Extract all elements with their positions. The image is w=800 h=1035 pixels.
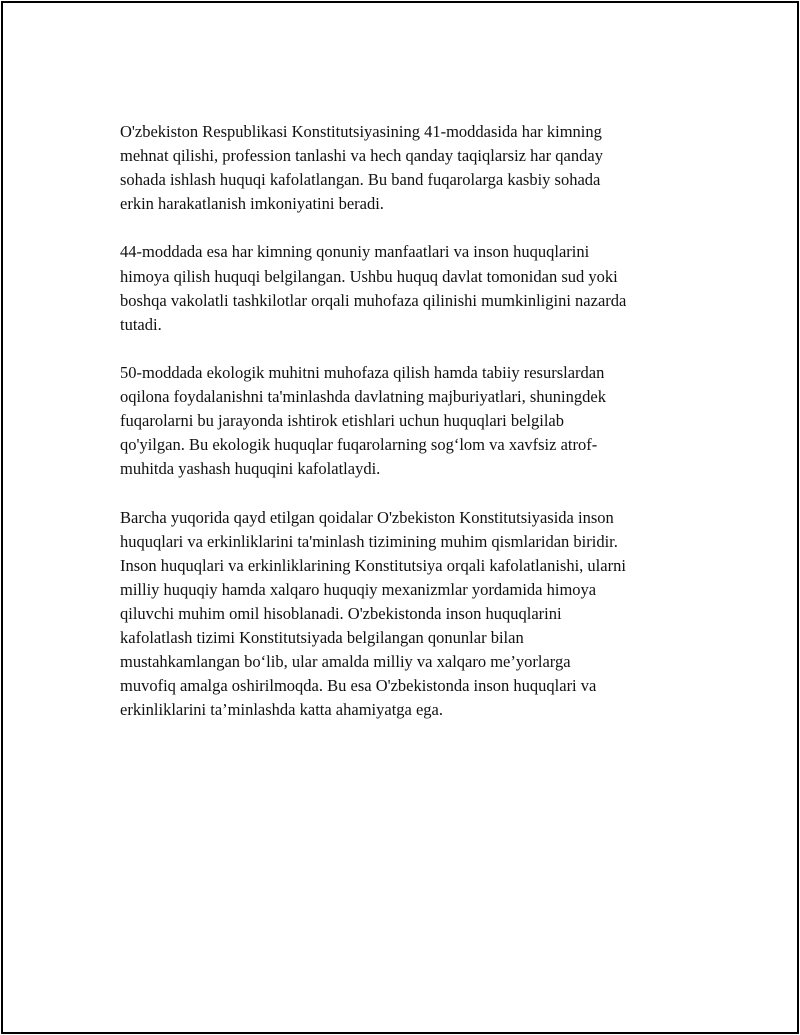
paragraph-article-44: 44-moddada esa har kimning qonuniy manfaatlari va inson huquqlarini himoya qilish huquqi belgilangan. Ushbu huquq davlat tomonidan sud yoki boshqa vakolatli tashkilotlar orqali muhofaza qilinishi mumkinligini nazarda tutadi.: [120, 242, 627, 334]
page-frame: [1, 1, 799, 1034]
paragraph-conclusion: Barcha yuqorida qayd etilgan qoidalar O'zbekiston Konstitutsiyasida inson huquqlari va erkinliklarini ta'minlash tizimining muhim qismlaridan biridir. Inson huquqlari va erkinliklarining Konstitutsiya orqali kafolatlanishi, ularni milliy huquqiy hamda xalqaro huquqiy mexanizmlar yordamida himoya qiluvchi muhim omil hisoblanadi. O'zbekistonda inson huquqlarini kafolatlash tizimi Konstitutsiyada belgilangan qonunlar bilan mustahkamlangan bo‘lib, ular amalda milliy va xalqaro me’yorlarga muvofiq amalga oshirilmoqda. Bu esa O'zbekistonda inson huquqlari va erkinliklarini ta’minlashda katta ahamiyatga ega.: [120, 507, 626, 720]
paragraph-article-50: 50-moddada ekologik muhitni muhofaza qilish hamda tabiiy resurslardan oqilona foydalanishni ta'minlashda davlatning majburiyatlari, shuningdek fuqarolarni bu jarayonda ishtirok etishlari uchun huquqlari belgilab qo'yilgan. Bu ekologik huquqlar fuqarolarning sog‘lom va xavfsiz atrof- muhitda yashash huquqini kafolatlaydi.: [120, 362, 606, 479]
document-body: [120, 120, 700, 746]
paragraph-article-41: O'zbekiston Respublikasi Konstitutsiyasining 41-moddasida har kimning mehnat qilishi, profession tanlashi va hech qanday taqiqlarsiz har qanday sohada ishlash huquqi kafolatlangan. Bu band fuqarolarga kasbiy sohada erkin harakatlanish imkoniyatini beradi.: [120, 122, 603, 214]
